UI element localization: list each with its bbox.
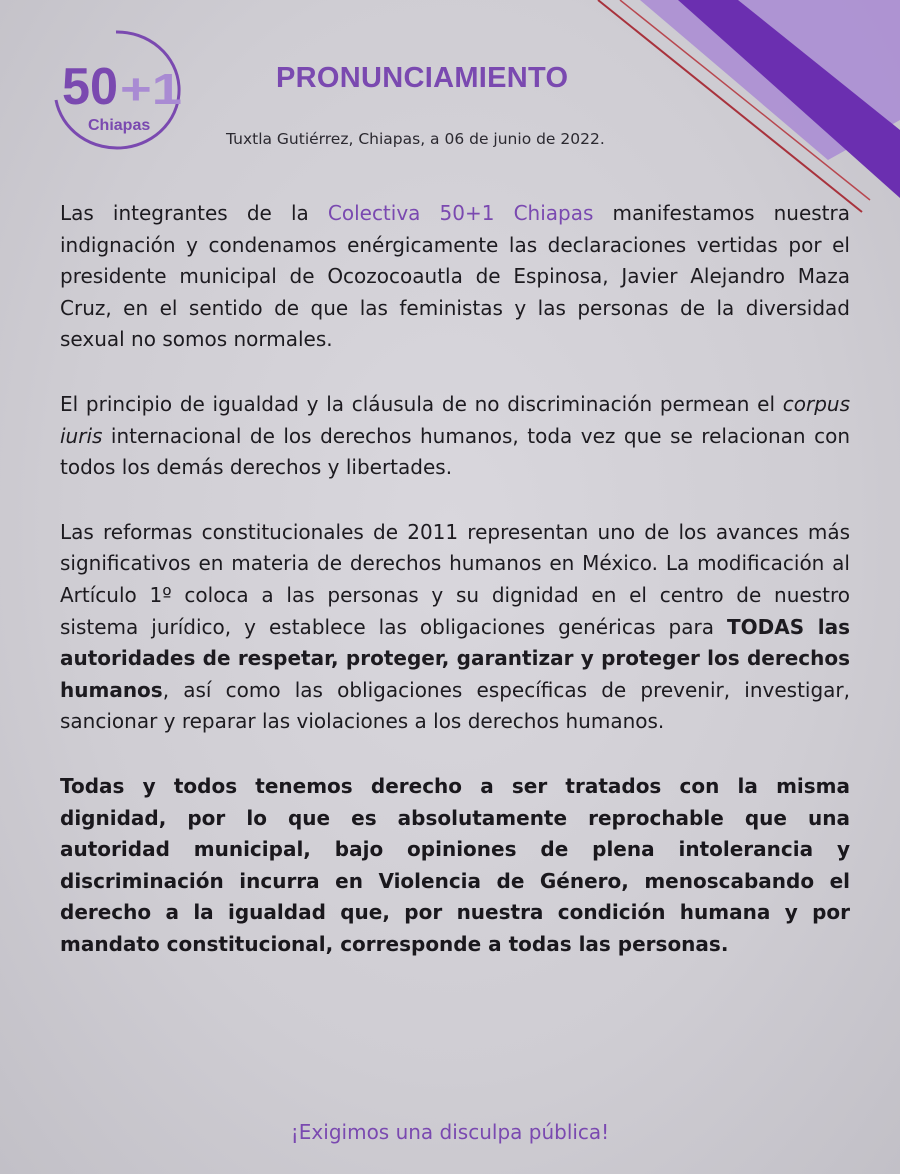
paragraph-3-intro: Las reformas constitucionales de 2011 representan uno de los avances más significativos en materia de derechos humanos en México. La modificación al Artículo 1º coloca a las personas y su dignidad en el centro de nuestro sistema jurídico, y establece las obligaciones genéricas para: [60, 519, 850, 639]
paragraph-4: Todas y todos tenemos derecho a ser tratados con la misma dignidad, por lo que es absolutamente reprochable que una autoridad municipal, bajo opiniones de plena intolerancia y discriminación incurra en Violencia de Género, menoscabando el derecho a la igualdad que, por nuestra condición humana y por mandato constitucional, corresponde a todas las personas.: [60, 773, 850, 956]
organization-name: Colectiva 50+1 Chiapas: [327, 201, 594, 225]
paragraph-1: [60, 198, 850, 356]
document-title: PRONUNCIAMIENTO: [276, 62, 569, 94]
paragraph-2-intro: El principio de igualdad y la cláusula de no discriminación permean el: [60, 391, 783, 416]
logo-plus-one: +1: [120, 65, 182, 114]
paragraph-3: [60, 517, 850, 738]
logo-main-number: 50: [62, 58, 118, 116]
paragraph-1-intro: Las integrantes de la: [60, 201, 328, 225]
latin-term: corpus iuris: [60, 391, 850, 448]
paragraph-2-rest: internacional de los derechos humanos, toda vez que se relacionan con todos los demás derechos y libertades.: [60, 423, 850, 480]
logo-subtitle: Chiapas: [88, 117, 151, 134]
paragraph-2: [60, 389, 850, 484]
closing-demand: ¡Exigimos una disculpa pública!: [290, 1120, 610, 1144]
paragraph-3-emphasis: TODAS las autoridades de respetar, proteger, garantizar y proteger los derechos humanos: [60, 614, 850, 702]
dateline: Tuxtla Gutiérrez, Chiapas, a 06 de junio de 2022.: [226, 130, 605, 148]
document-body: [60, 198, 850, 960]
paragraph-3-rest: , así como las obligaciones específicas de prevenir, investigar, sancionar y reparar las violaciones a los derechos humanos.: [60, 677, 850, 734]
logo-50-mas-1-chiapas: [46, 20, 196, 150]
paragraph-1-rest: manifestamos nuestra indignación y condenamos enérgicamente las declaraciones vertidas por el presidente municipal de Ocozocoautla de Espinosa, Javier Alejandro Maza Cruz, en el sentido de que las feministas y las personas de la diversidad sexual no somos normales.: [60, 201, 850, 352]
